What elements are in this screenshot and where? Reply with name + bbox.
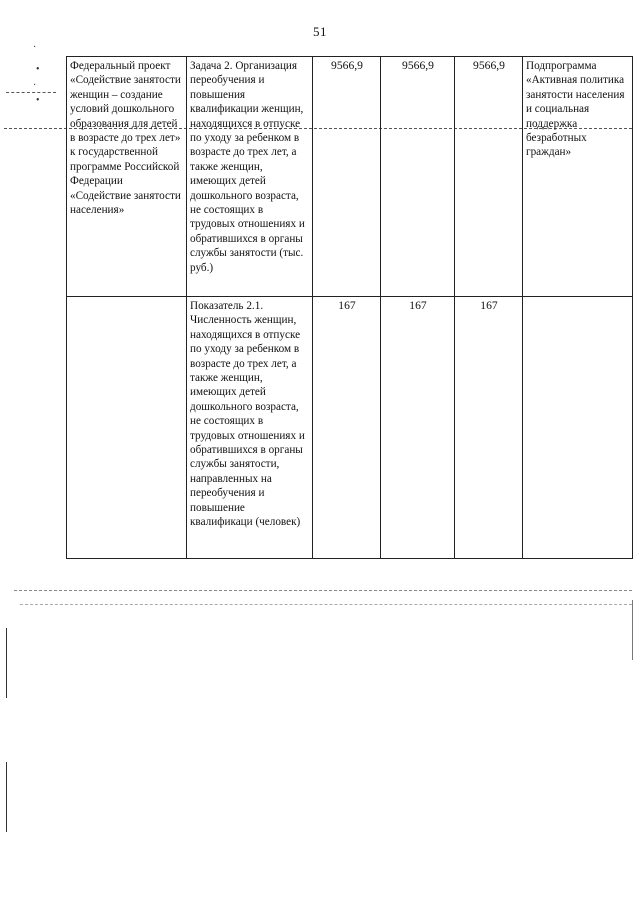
value-cell: 167 [455, 297, 523, 559]
value-cell: 9566,9 [313, 57, 381, 297]
value-cell: 9566,9 [455, 57, 523, 297]
scan-edge [6, 628, 7, 698]
value-cell: 167 [381, 297, 455, 559]
scan-line [20, 604, 632, 605]
table-row [67, 57, 633, 297]
task-cell: Задача 2. Организация переобучения и повышения квалификации женщин, находящихся в отпуске по уходу за ребенком в возрасте до трех лет, а также женщин, имеющих детей дошкольного возраста, не состоящих в трудовых отношениях и обратившихся в органы службы занятости (тыс. руб.) [187, 57, 313, 297]
table-row [67, 297, 633, 559]
scan-line [6, 92, 56, 93]
scan-mark: · [33, 42, 37, 53]
value-cell: 9566,9 [381, 57, 455, 297]
indicator-cell: Показатель 2.1. Численность женщин, находящихся в отпуске по уходу за ребенком в возрасте до трех лет, а также женщин, имеющих детей дошкольного возраста, не состоящих в трудовых отношениях и обратившихся в органы службы занятости, направленных на переобучения и повышение квалификаци (человек) [187, 297, 313, 559]
page-number: 51 [313, 24, 327, 39]
program-cell: Подпрограмма «Активная политика занятости населения и социальная поддержка безработных граждан» [523, 57, 633, 297]
scan-edge [6, 762, 7, 832]
program-cell [523, 297, 633, 559]
project-cell: Федеральный проект «Содействие занятости женщин – создание условий дошкольного образования для детей в возрасте до трех лет» к государственной программе Российской Федерации «Содействие занятости населения» [67, 57, 187, 297]
scan-line [14, 590, 632, 591]
scan-edge [632, 600, 633, 660]
program-table [66, 56, 633, 559]
scan-mark: · [33, 80, 37, 91]
value-cell: 167 [313, 297, 381, 559]
project-cell [67, 297, 187, 559]
scan-mark: • [36, 95, 40, 106]
scan-mark: • [36, 64, 40, 75]
